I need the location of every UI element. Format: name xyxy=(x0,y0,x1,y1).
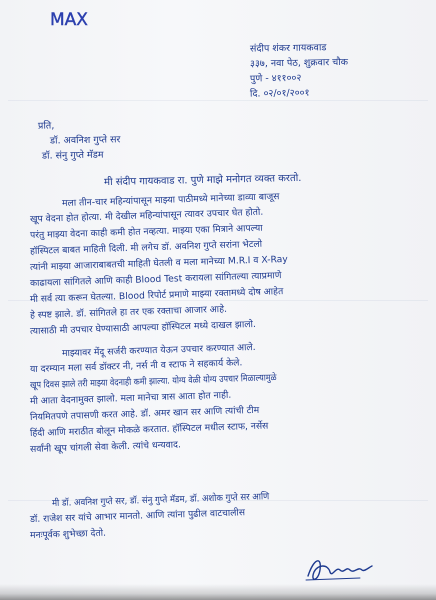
letter-opening-line: मी संदीप गायकवाड रा. पुणे माझे मनोगत व्यक्त करतो. xyxy=(103,172,302,189)
recipient-prefix: प्रति, xyxy=(37,120,55,132)
body-line: सर्वांनी खूप चांगली सेवा केली. त्यांचे धन्यवाद. xyxy=(29,439,182,455)
svg-text:MAX: MAX xyxy=(50,10,88,30)
body-line: नियमितपणे तपासणी करत आहे. डॉ. अमर खान सर आणि त्यांची टीम xyxy=(29,404,260,423)
paper-texture-line xyxy=(8,100,428,101)
sender-address: ३३७, नवा पेठ, शुक्रवार चौक xyxy=(249,56,349,70)
body-line: डॉ. राजेश सर यांचे आभार मानतो. आणि त्यांना पुढील वाटचालीस xyxy=(29,507,246,525)
recipient-block xyxy=(38,117,238,162)
max-header-lettering xyxy=(48,8,98,30)
body-line: मी डॉ. अवनिश गुप्ते सर, डॉ. संनु गुप्ते मॅडम, डॉ. अशोक गुप्ते सर आणि xyxy=(51,491,270,509)
scan-bottom-shadow xyxy=(0,584,436,600)
body-line: हॉस्पिटल बाबत माहिती दिली. मी लगेच डॉ. अवनिश गुप्ते सरांना भेटलो xyxy=(29,238,263,257)
body-line: मी सर्व त्या करून घेतल्या. Blood रिपोर्ट प्रमाणे माझ्या रक्तामध्ये दोष आहेत xyxy=(29,286,284,305)
body-line: हिंदी आणि मराठीत बोलून मोकळे करतात. हॉस्पिटल मधील स्टाफ, नर्सेस xyxy=(29,420,269,439)
body-line: खूप वेदना होत होत्या. मी देखील महिन्यांपासून त्यावर उपचार घेत होतो. xyxy=(29,206,264,225)
body-line: मी आता वेदनामुक्त झालो. मला मानेचा त्रास आता होत नाही. xyxy=(29,389,232,407)
signature-scribble xyxy=(300,548,380,588)
sender-city: पुणे - ४११००२ xyxy=(249,72,302,85)
body-line: या दरम्यान मला सर्व डॉक्टर नी, नर्स नी व स्टाफ ने सहकार्य केले. xyxy=(29,357,243,375)
body-line: माझ्यावर मेंदू सर्जरी करण्यात येऊन उपचार करण्यात आले. xyxy=(61,341,256,359)
body-line: खूप दिवस झाले तरी माझ्या वेदनाही कमी झाल्या. योग्य वेळी योग्य उपचार मिळाल्यामुळे xyxy=(29,372,277,391)
letter-date: दि. ०२/०१/२००१ xyxy=(249,87,310,100)
recipient-line-2: डॉ. संनु गुप्ते मॅडम xyxy=(41,149,104,162)
sender-name: संदीप शंकर गायकवाड xyxy=(249,42,327,55)
body-line: काढायला सांगितले आणि काही Blood Test करायला सांगितल्या त्याप्रमाणे xyxy=(29,270,282,289)
recipient-line-1: डॉ. अवनिश गुप्ते सर xyxy=(49,134,121,147)
body-line: त्यासाठी मी उपचार घेण्यासाठी आपल्या हॉस्पिटल मध्ये दाखल झालो. xyxy=(29,318,256,337)
body-line: परंतु माझ्या वेदना काही कमी होत नव्हत्या. माझ्या एका मित्राने आपल्या xyxy=(29,222,263,241)
sender-address-block xyxy=(250,40,430,100)
max-header-mark xyxy=(48,8,98,30)
handwritten-signature xyxy=(300,548,380,588)
body-line: त्यांनी माझ्या आजाराबाबतची माहिती घेतली व मला मानेच्या M.R.I व X-Ray xyxy=(29,253,288,273)
body-line: मनःपूर्वक शुभेच्छा देतो. xyxy=(29,527,107,541)
body-line: हे स्पष्ट झाले. डॉ. सांगितले हा तर एक रक्ताचा आजार आहे. xyxy=(29,303,228,321)
body-line: मला तीन-चार महिन्यांपासून माझ्या पाठीमध्ये मानेच्या डाव्या बाजूस xyxy=(61,191,280,209)
